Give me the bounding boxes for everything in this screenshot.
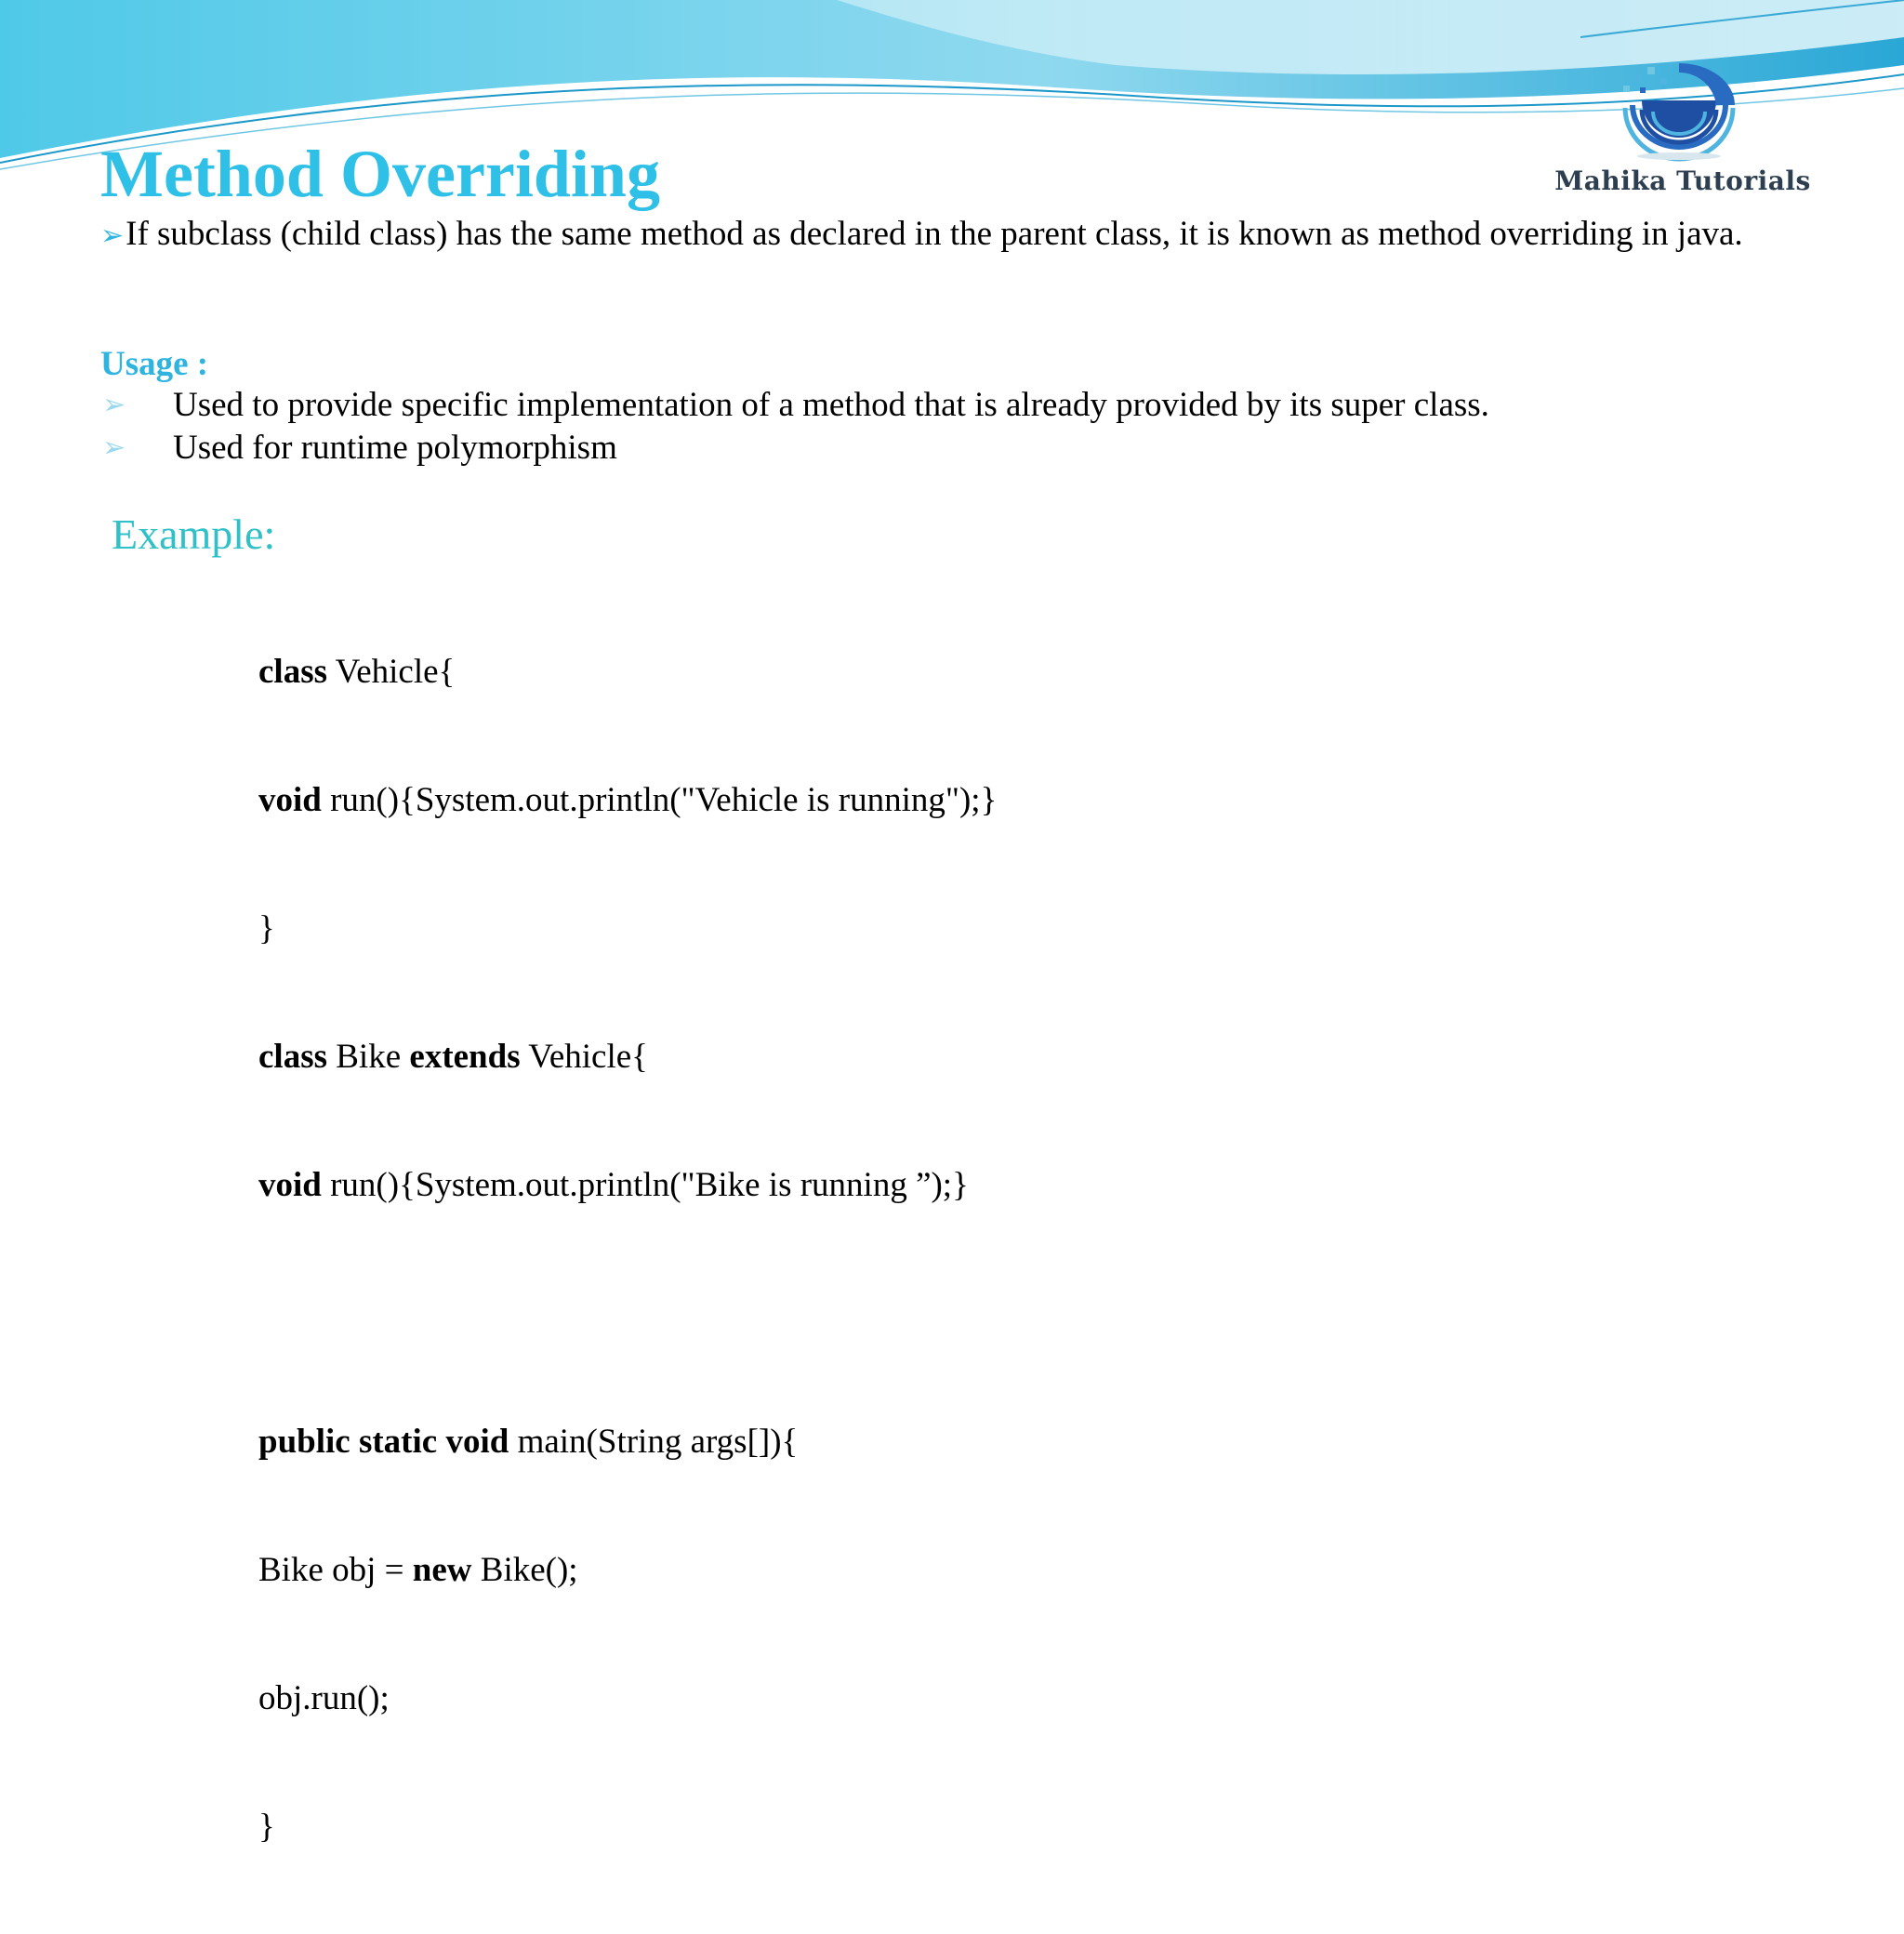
code-keyword: class	[258, 1038, 327, 1076]
arrow-bullet-icon: ➢	[102, 431, 126, 464]
slide-title: Method Overriding	[100, 137, 660, 211]
code-line	[258, 1164, 997, 1207]
code-text: run(){System.out.println("Vehicle is running");}	[321, 781, 998, 819]
example-heading: Example:	[112, 510, 276, 558]
usage-item	[100, 384, 1489, 427]
code-blank-line	[258, 1292, 997, 1335]
code-text: Vehicle{	[327, 653, 456, 691]
usage-item-text: Used for runtime polymorphism	[173, 429, 617, 467]
code-text: }	[258, 909, 275, 947]
usage-heading: Usage :	[100, 345, 209, 383]
brand-name: Mahika Tutorials	[1554, 166, 1811, 196]
code-text: run(){System.out.println("Bike is running ”);}	[321, 1166, 969, 1204]
code-text: Bike();	[471, 1551, 578, 1589]
code-text: Vehicle{	[520, 1038, 648, 1076]
code-text: main(String args[]){	[509, 1423, 799, 1461]
arrow-bullet-icon: ➢	[102, 389, 126, 421]
code-keyword: void	[258, 1166, 322, 1204]
code-text: }	[258, 1808, 275, 1846]
concentric-arcs-logo-icon	[1614, 54, 1744, 166]
code-line	[258, 779, 997, 822]
code-example	[258, 565, 997, 1934]
intro-text: If subclass (child class) has the same method as declared in the parent class, it is known as method overriding in java.	[126, 215, 1743, 253]
usage-item	[100, 427, 1489, 470]
code-line	[258, 1421, 997, 1464]
arrow-bullet-icon: ➢	[100, 219, 125, 252]
code-line	[258, 907, 997, 950]
code-keyword: class	[258, 653, 327, 691]
code-line	[258, 1806, 997, 1848]
intro-paragraph	[100, 212, 1811, 258]
usage-item-text: Used to provide specific implementation of a method that is already provided by its super class.	[173, 386, 1489, 424]
code-line	[258, 1677, 997, 1720]
code-keyword: new	[412, 1551, 472, 1589]
code-text: Bike obj =	[258, 1551, 413, 1589]
code-text: obj.run();	[258, 1679, 390, 1717]
code-text: Bike	[327, 1038, 410, 1076]
usage-list	[100, 384, 1489, 470]
brand-logo	[1534, 54, 1831, 212]
code-keyword: extends	[409, 1038, 521, 1076]
code-line	[258, 651, 997, 694]
code-keyword: public static void	[258, 1423, 509, 1461]
code-line	[258, 1036, 997, 1079]
code-line	[258, 1549, 997, 1592]
code-keyword: void	[258, 781, 322, 819]
